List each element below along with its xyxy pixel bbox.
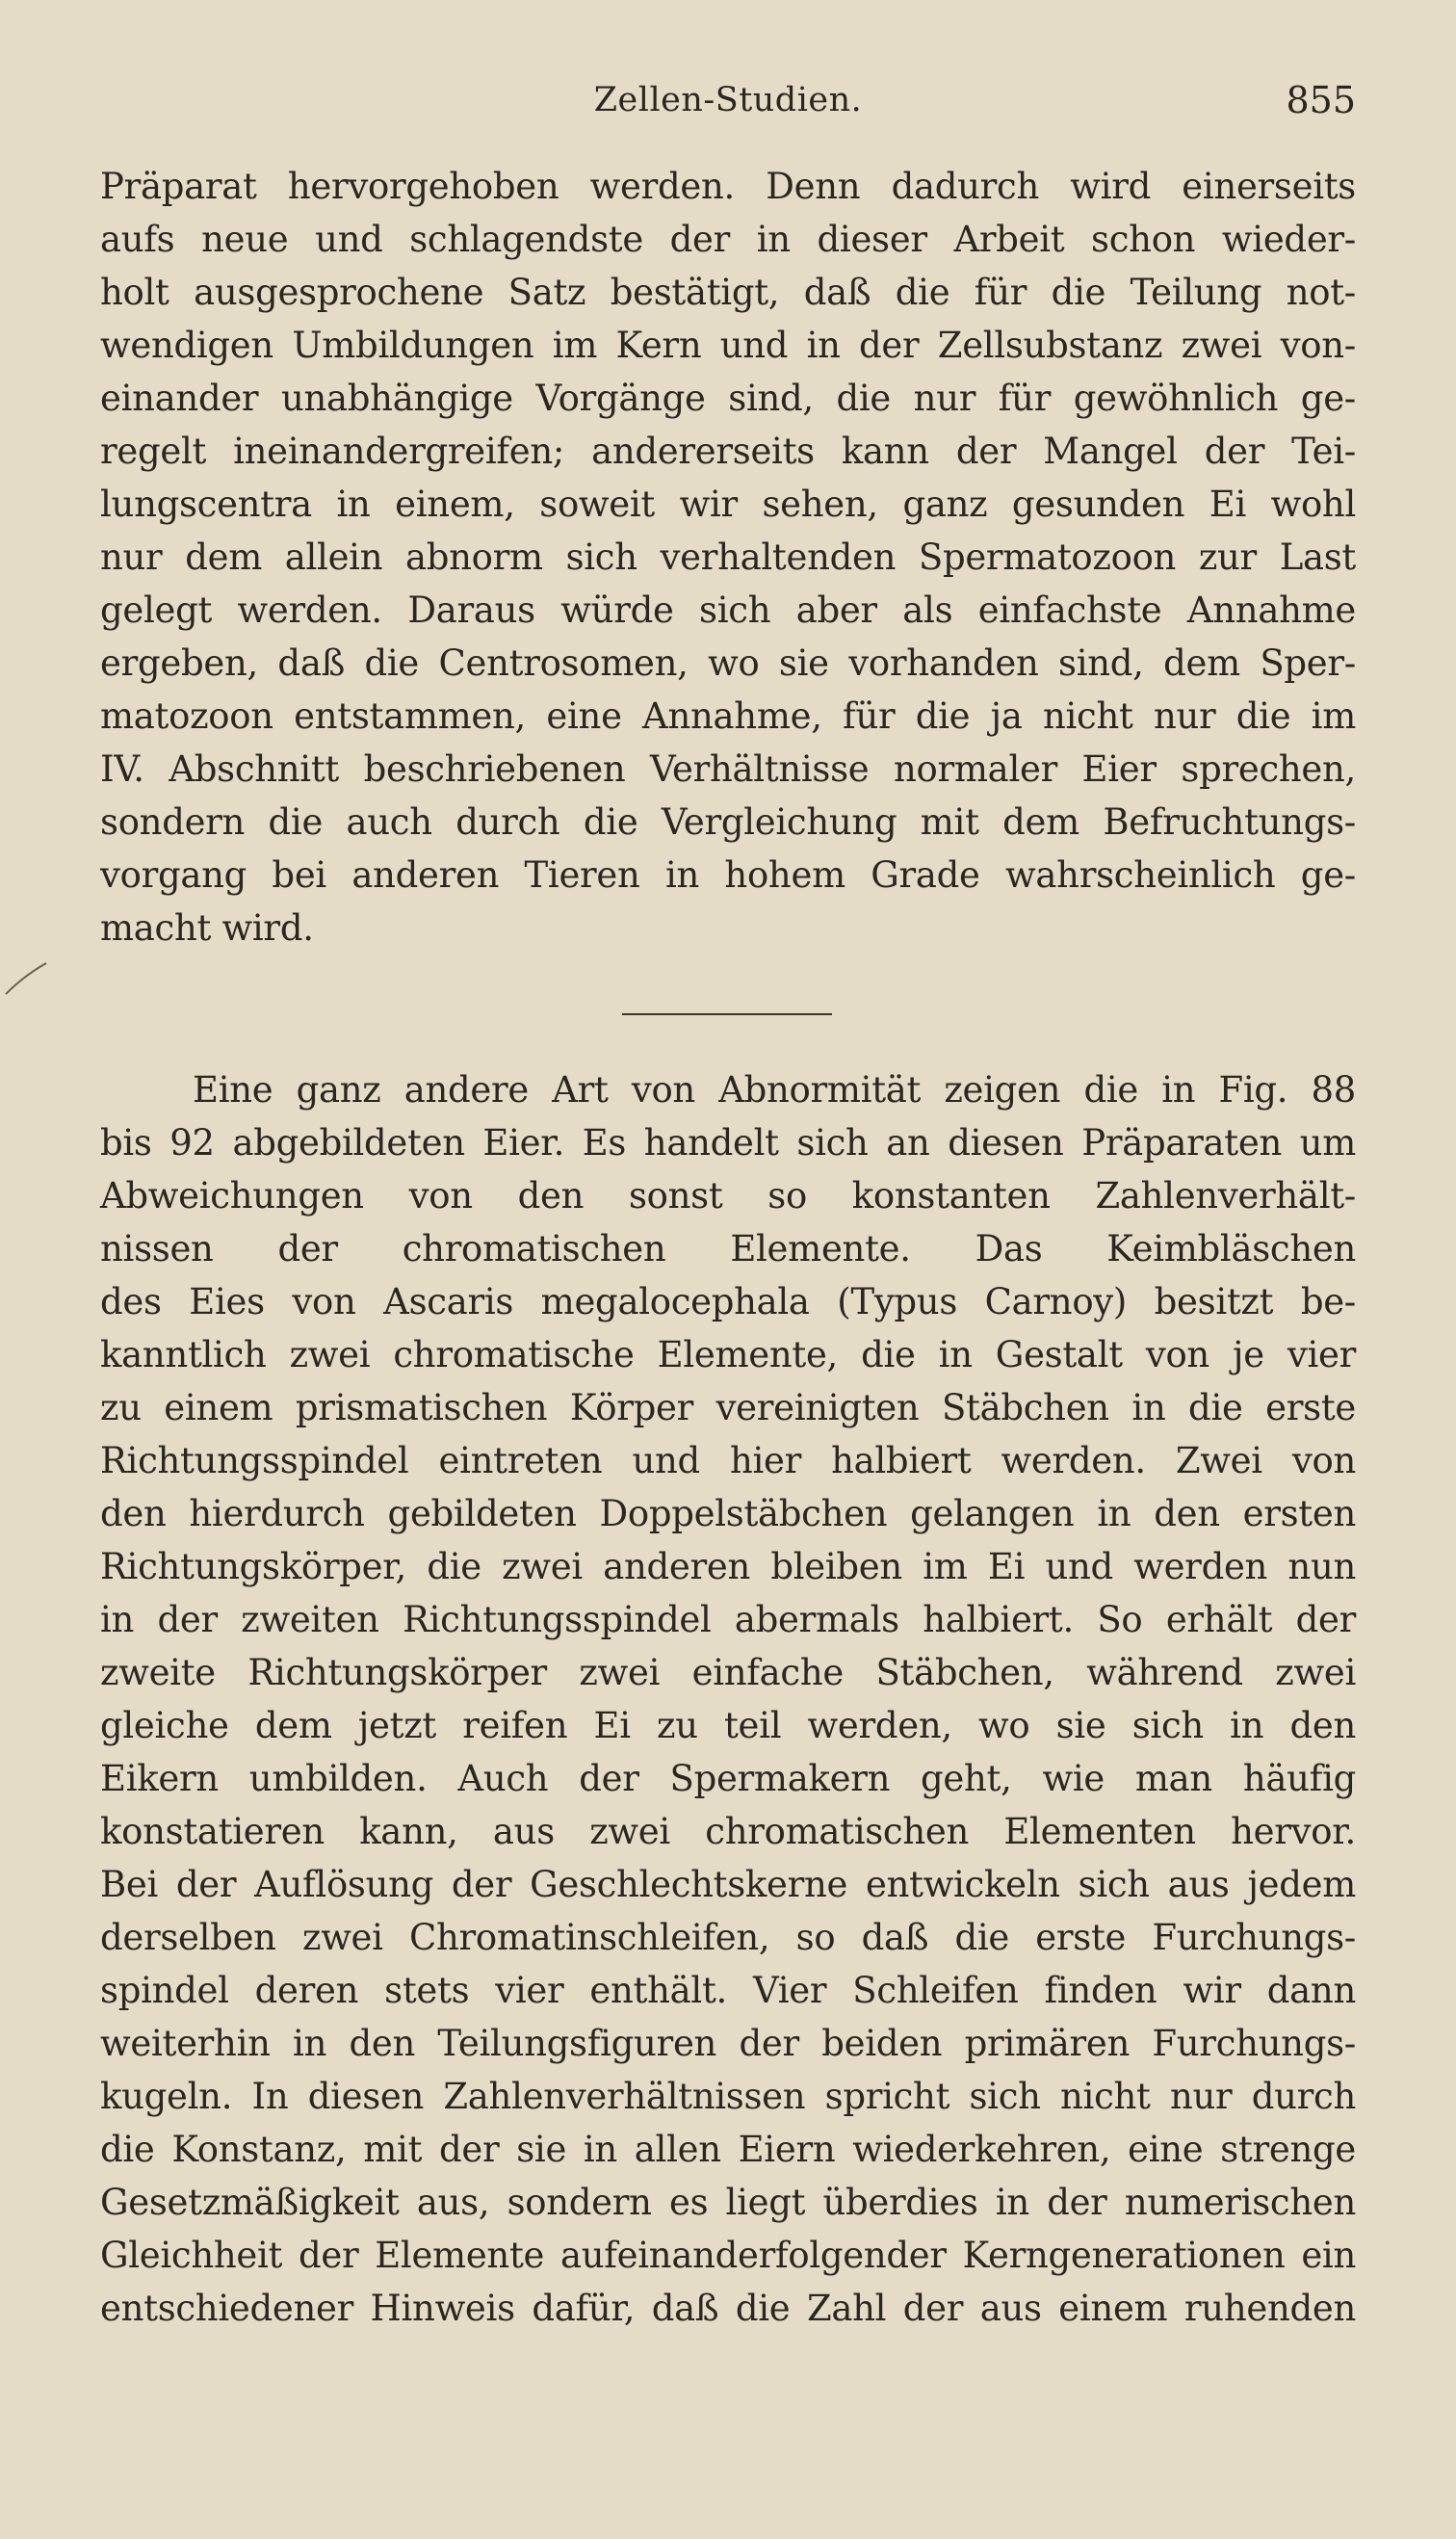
text-line: Gleichheit der Elemente aufeinanderfolgender Kerngenerationen ein (100, 2235, 1356, 2276)
text-line: des Eies von Ascaris megalocephala (Typus Carnoy) besitzt be- (100, 1281, 1356, 1322)
text-line: in der zweiten Richtungsspindel abermals halbiert. So erhält der (100, 1599, 1356, 1640)
text-line: gelegt werden. Daraus würde sich aber als einfachste Annahme (100, 589, 1356, 631)
text-line: den hierdurch gebildeten Doppelstäbchen gelangen in den ersten (100, 1493, 1356, 1534)
text-line: ergeben, daß die Centrosomen, wo sie vorhanden sind, dem Sper- (100, 642, 1356, 684)
text-line: spindel deren stets vier enthält. Vier Schleifen finden wir dann (100, 1970, 1356, 2011)
text-line: aufs neue und schlagendste der in dieser Arbeit schon wieder- (100, 219, 1356, 260)
text-line: sondern die auch durch die Vergleichung mit dem Befruchtungs- (100, 801, 1356, 843)
text-line: zweite Richtungskörper zwei einfache Stäbchen, während zwei (100, 1652, 1356, 1693)
text-line: Eikern umbilden. Auch der Spermakern geht, wie man häufig (100, 1758, 1356, 1799)
pencil-mark-icon (4, 961, 48, 996)
text-line: konstatieren kann, aus zwei chromatischen Elementen hervor. (100, 1811, 1356, 1852)
paragraph-1 (100, 160, 1356, 955)
text-line: regelt ineinandergreifen; andererseits kann der Mangel der Tei- (100, 431, 1356, 472)
running-title: Zellen-Studien. (593, 81, 863, 119)
text-line: vorgang bei anderen Tieren in hohem Grade wahrscheinlich ge- (100, 854, 1356, 896)
page-number: 855 (1286, 79, 1356, 121)
paragraph-2 (100, 1063, 1356, 2335)
text-line: Präparat hervorgehoben werden. Denn dadurch wird einerseits (100, 166, 1356, 207)
text-line: IV. Abschnitt beschriebenen Verhältnisse normaler Eier sprechen, (100, 748, 1356, 790)
text-line: entschiedener Hinweis dafür, daß die Zahl der aus einem ruhenden (100, 2288, 1356, 2329)
text-line: kanntlich zwei chromatische Elemente, die in Gestalt von je vier (100, 1334, 1356, 1375)
text-line: weiterhin in den Teilungsfiguren der beiden primären Furchungs- (100, 2023, 1356, 2064)
text-line: Richtungskörper, die zwei anderen bleiben im Ei und werden nun (100, 1546, 1356, 1587)
text-line: nur dem allein abnorm sich verhaltenden Spermatozoon zur Last (100, 537, 1356, 578)
text-line: Bei der Auflösung der Geschlechtskerne entwickeln sich aus jedem (100, 1864, 1356, 1905)
text-line: die Konstanz, mit der sie in allen Eiern wiederkehren, eine strenge (100, 2129, 1356, 2170)
page-header (100, 73, 1356, 127)
text-line: macht wird. (100, 907, 314, 949)
text-line: bis 92 abgebildeten Eier. Es handelt sich an diesen Präparaten um (100, 1122, 1356, 1164)
text-line: zu einem prismatischen Körper vereinigten Stäbchen in die erste (100, 1387, 1356, 1428)
text-line: gleiche dem jetzt reifen Ei zu teil werden, wo sie sich in den (100, 1705, 1356, 1746)
text-line: kugeln. In diesen Zahlenverhältnissen spricht sich nicht nur durch (100, 2076, 1356, 2117)
section-divider (622, 1013, 832, 1015)
text-line: Gesetzmäßigkeit aus, sondern es liegt überdies in der numerischen (100, 2182, 1356, 2223)
text-line: Eine ganz andere Art von Abnormität zeigen die in Fig. 88 (193, 1069, 1356, 1111)
text-line: Abweichungen von den sonst so konstanten Zahlenverhält- (100, 1175, 1356, 1217)
text-line: wendigen Umbildungen im Kern und in der Zellsubstanz zwei von- (100, 325, 1356, 366)
text-line: nissen der chromatischen Elemente. Das Keimbläschen (100, 1228, 1356, 1270)
text-line: matozoon entstammen, eine Annahme, für die ja nicht nur die im (100, 695, 1356, 737)
text-line: einander unabhängige Vorgänge sind, die nur für gewöhnlich ge- (100, 378, 1356, 419)
text-line: Richtungsspindel eintreten und hier halbiert werden. Zwei von (100, 1440, 1356, 1481)
text-line: holt ausgesprochene Satz bestätigt, daß die für die Teilung not- (100, 272, 1356, 313)
text-line: derselben zwei Chromatinschleifen, so daß die erste Furchungs- (100, 1917, 1356, 1958)
text-line: lungscentra in einem, soweit wir sehen, ganz gesunden Ei wohl (100, 484, 1356, 525)
